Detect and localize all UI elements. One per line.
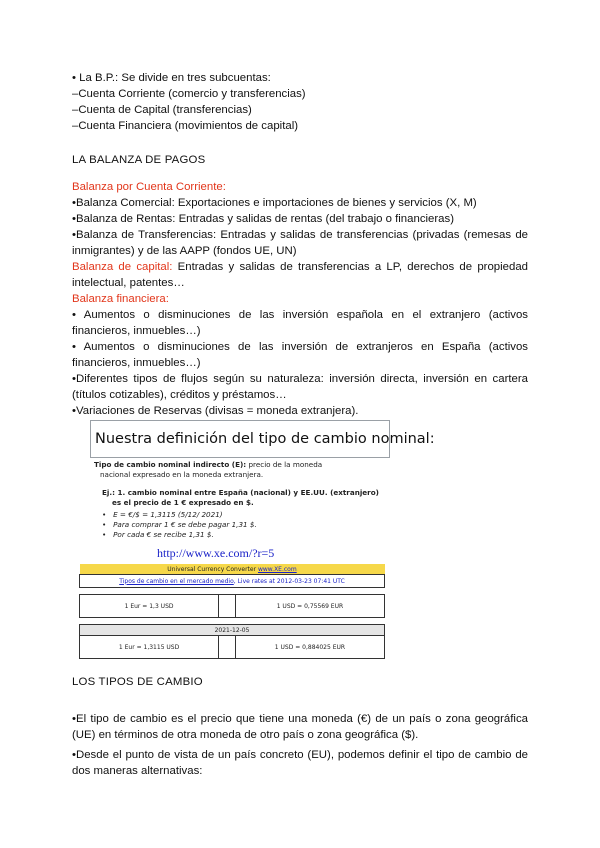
financial-account-label: Balanza financiera: bbox=[72, 293, 169, 305]
tipos-paragraph-2: •Desde el punto de vista de un país concreto (EU), podemos definir el tipo de cambio de dos maneras alternativas: bbox=[72, 749, 528, 777]
slide-definition bbox=[94, 460, 322, 470]
tipos-paragraph-1: •El tipo de cambio es el precio que tiene una moneda (€) de un país o zona geográfica (UE) en términos de otra moneda de otro país o zona geográfica ($). bbox=[72, 713, 528, 741]
row2-usd-eur: 1 USD = 0,884025 EUR bbox=[235, 636, 384, 659]
heading-balanza-de-pagos: LA BALANZA DE PAGOS bbox=[72, 154, 206, 166]
slide-example-line1: Ej.: 1. cambio nominal entre España (nacional) y EE.UU. (extranjero) bbox=[102, 488, 379, 497]
bp-line: • La B.P.: Se divide en tres subcuentas: bbox=[72, 72, 271, 84]
capital-label: Balanza de capital: bbox=[72, 261, 173, 273]
bullet-3-text: Por cada € se recibe 1,31 $. bbox=[113, 530, 214, 539]
subaccount-current: –Cuenta Corriente (comercio y transferencias) bbox=[72, 88, 306, 100]
balanza-capital bbox=[72, 259, 528, 291]
financiera-item-1: • Aumentos o disminuciones de las inversión española en el extranjero (activos financieros, inmuebles…) bbox=[72, 309, 528, 337]
balanza-comercial: •Balanza Comercial: Exportaciones e importaciones de bienes y servicios (X, M) bbox=[72, 197, 477, 209]
bullet-2-text: Para comprar 1 € se debe pagar 1,31 $. bbox=[113, 520, 257, 529]
date-row bbox=[80, 625, 385, 636]
converter-banner-row bbox=[80, 564, 385, 575]
definition-term: Tipo de cambio nominal indirecto (E): bbox=[94, 460, 247, 469]
slide-bullet-2: • Para comprar 1 € se debe pagar 1,31 $. bbox=[102, 520, 257, 529]
xe-site-link[interactable]: www.XE.com bbox=[257, 565, 297, 573]
currency-converter-table bbox=[79, 564, 385, 659]
slide-definition-line2: nacional expresado en la moneda extranjera. bbox=[100, 470, 264, 479]
slide-bullet-1: • E = €/$ = 1,3115 (5/12/ 2021) bbox=[102, 510, 223, 519]
slide-bullet-3: • Por cada € se recibe 1,31 $. bbox=[102, 530, 214, 539]
table-row bbox=[80, 636, 385, 659]
heading-tipos-de-cambio: LOS TIPOS DE CAMBIO bbox=[72, 676, 203, 688]
financiera-item-2: • Aumentos o disminuciones de las inversión de extranjeros en España (activos financieros, inmuebles…) bbox=[72, 341, 528, 369]
balanza-transferencias: •Balanza de Transferencias: Entradas y salidas de transferencias (privadas (remesas de inmigrantes) y de las AAPP (fondos UE, UN) bbox=[72, 229, 528, 257]
definition-rest: precio de la moneda bbox=[246, 460, 323, 469]
bullet-1-text: E = €/$ = 1,3115 (5/12/ 2021) bbox=[113, 510, 223, 519]
current-account-label: Balanza por Cuenta Corriente: bbox=[72, 181, 226, 193]
row1-eur-usd: 1 Eur = 1,3 USD bbox=[80, 595, 219, 618]
capital-text: Entradas y salidas de transferencias a LP, derechos de propiedad intelectual, patentes… bbox=[72, 261, 528, 289]
financiera-item-4: •Variaciones de Reservas (divisas = moneda extranjera). bbox=[72, 405, 359, 417]
mid-rates-rest: , Live rates at 2012-03-23 07:41 UTC bbox=[233, 577, 345, 585]
mid-rates-row bbox=[80, 575, 385, 588]
slide-title: Nuestra definición del tipo de cambio nominal: bbox=[90, 420, 390, 458]
table-row bbox=[80, 595, 385, 618]
mid-rates-link[interactable]: Tipos de cambio en el mercado medio bbox=[119, 577, 234, 585]
row2-eur-usd: 1 Eur = 1,3115 USD bbox=[80, 636, 219, 659]
mid-rates-banner bbox=[80, 575, 385, 588]
balanza-rentas: •Balanza de Rentas: Entradas y salidas de rentas (del trabajo o financieras) bbox=[72, 213, 454, 225]
date-2021: 2021-12-05 bbox=[80, 625, 385, 636]
row1-usd-eur: 1 USD = 0,75569 EUR bbox=[235, 595, 384, 618]
xe-url-link[interactable]: http://www.xe.com/?r=5 bbox=[157, 546, 275, 560]
financiera-item-3: •Diferentes tipos de flujos según su naturaleza: inversión directa, inversión en cartera (títulos cotizables), créditos y préstamos… bbox=[72, 373, 528, 401]
converter-label: Universal Currency Converter bbox=[167, 565, 258, 573]
subaccount-financial: –Cuenta Financiera (movimientos de capital) bbox=[72, 120, 299, 132]
subaccount-capital: –Cuenta de Capital (transferencias) bbox=[72, 104, 252, 116]
converter-banner bbox=[80, 564, 385, 575]
exchange-rate-slide bbox=[72, 418, 435, 688]
slide-example-line2: es el precio de 1 € expresado en $. bbox=[112, 498, 254, 507]
